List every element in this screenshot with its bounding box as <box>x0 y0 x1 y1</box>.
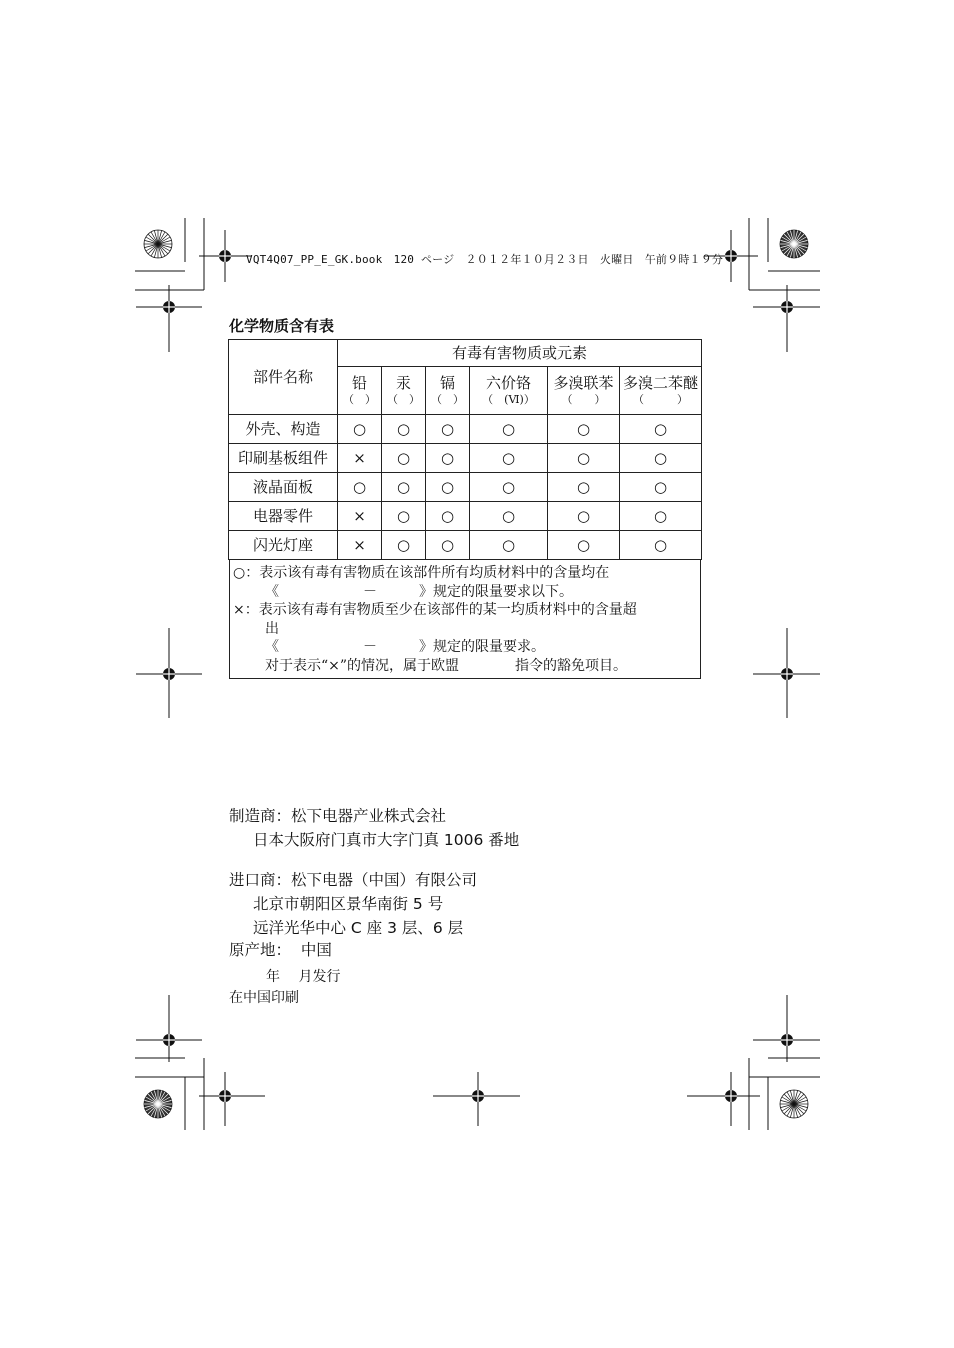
substance-name: 镉 <box>439 374 455 393</box>
printed-in: 在中国印刷 <box>229 990 299 1006</box>
hazardous-substance-table <box>228 339 702 560</box>
substance-column-header <box>548 367 620 415</box>
substance-column-header <box>338 367 382 415</box>
note-line: 对于表示“×”的情况，属于欧盟 指令的豁免项目。 <box>265 657 628 674</box>
substance-status-cell: ○ <box>382 444 426 473</box>
substance-status-cell: ○ <box>426 444 470 473</box>
substance-name: 多溴二苯醚 <box>623 374 699 393</box>
substance-status-cell: ○ <box>548 502 620 531</box>
table-row <box>229 502 702 531</box>
substance-status-cell: ○ <box>548 473 620 502</box>
substance-status-cell: ○ <box>382 473 426 502</box>
substance-status-cell: ○ <box>382 531 426 560</box>
substance-formula: （ ） <box>343 392 376 406</box>
substance-group-header: 有毒有害物质或元素 <box>338 340 702 367</box>
substance-status-cell: ○ <box>470 444 548 473</box>
substance-column-header <box>426 367 470 415</box>
issue-date: 年 月发行 <box>266 969 341 985</box>
note-line: 《 － 》规定的限量要求。 <box>265 639 545 655</box>
note-line: ○：表示该有毒有害物质在该部件所有均质材料中的含量均在 <box>233 565 610 581</box>
substance-status-cell: ○ <box>470 415 548 444</box>
substance-status-cell: ○ <box>548 531 620 560</box>
substance-status-cell: ○ <box>548 444 620 473</box>
substance-status-cell: ○ <box>426 415 470 444</box>
part-name-cell: 液晶面板 <box>229 473 338 502</box>
part-name-cell: 印刷基板组件 <box>229 444 338 473</box>
substance-status-cell: ○ <box>620 531 702 560</box>
table-title: 化学物质含有表 <box>229 317 335 335</box>
importer-line: 进口商：松下电器（中国）有限公司 <box>229 871 478 889</box>
substance-column-header <box>382 367 426 415</box>
substance-status-cell: × <box>338 444 382 473</box>
part-name-cell: 闪光灯座 <box>229 531 338 560</box>
substance-status-cell: ○ <box>620 415 702 444</box>
part-name-header: 部件名称 <box>229 340 338 415</box>
table-notes <box>229 559 701 679</box>
importer-address: 北京市朝阳区景华南街 5 号 <box>253 895 444 913</box>
substance-formula: （ (Ⅵ)） <box>482 392 535 406</box>
substance-name: 铅 <box>351 374 367 393</box>
table-row <box>229 444 702 473</box>
substance-status-cell: ○ <box>382 415 426 444</box>
origin: 原产地： 中国 <box>229 941 332 959</box>
substance-formula: （ ） <box>431 392 464 406</box>
substance-status-cell: × <box>338 531 382 560</box>
table-row <box>229 415 702 444</box>
substance-status-cell: ○ <box>620 502 702 531</box>
manufacturer-address: 日本大阪府门真市大字门真 1006 番地 <box>253 831 520 849</box>
book-header: VQT4Q07_PP_E_GK.book 120 ページ ２０１２年１０月２３日 火曜日 午前９時１９分 <box>246 253 724 266</box>
substance-status-cell: ○ <box>426 531 470 560</box>
importer-address-2: 远洋光华中心 C 座 3 层、6 层 <box>253 919 464 937</box>
substance-formula: （ ） <box>633 392 689 406</box>
substance-status-cell: ○ <box>470 502 548 531</box>
substance-status-cell: ○ <box>470 531 548 560</box>
substance-status-cell: ○ <box>382 502 426 531</box>
substance-name: 汞 <box>395 374 411 393</box>
substance-status-cell: ○ <box>338 415 382 444</box>
substance-column-header <box>620 367 702 415</box>
substance-status-cell: ○ <box>548 415 620 444</box>
part-name-cell: 电器零件 <box>229 502 338 531</box>
substance-status-cell: ○ <box>338 473 382 502</box>
substance-status-cell: ○ <box>620 444 702 473</box>
substance-status-cell: ○ <box>620 473 702 502</box>
note-line: ×：表示该有毒有害物质至少在该部件的某一均质材料中的含量超 <box>233 602 637 618</box>
substance-status-cell: ○ <box>426 473 470 502</box>
table-row <box>229 531 702 560</box>
part-name-cell: 外壳、构造 <box>229 415 338 444</box>
substance-formula: （ ） <box>561 392 606 406</box>
substance-status-cell: ○ <box>426 502 470 531</box>
substance-status-cell: ○ <box>470 473 548 502</box>
substance-column-header <box>470 367 548 415</box>
substance-name: 六价铬 <box>485 374 531 393</box>
note-line: 出 <box>265 620 279 637</box>
substance-status-cell: × <box>338 502 382 531</box>
substance-name: 多溴联苯 <box>553 374 614 393</box>
substance-formula: （ ） <box>387 392 420 406</box>
manufacturer-line: 制造商：松下电器产业株式会社 <box>229 807 447 825</box>
table-row <box>229 473 702 502</box>
note-line: 《 － 》规定的限量要求以下。 <box>265 583 573 600</box>
